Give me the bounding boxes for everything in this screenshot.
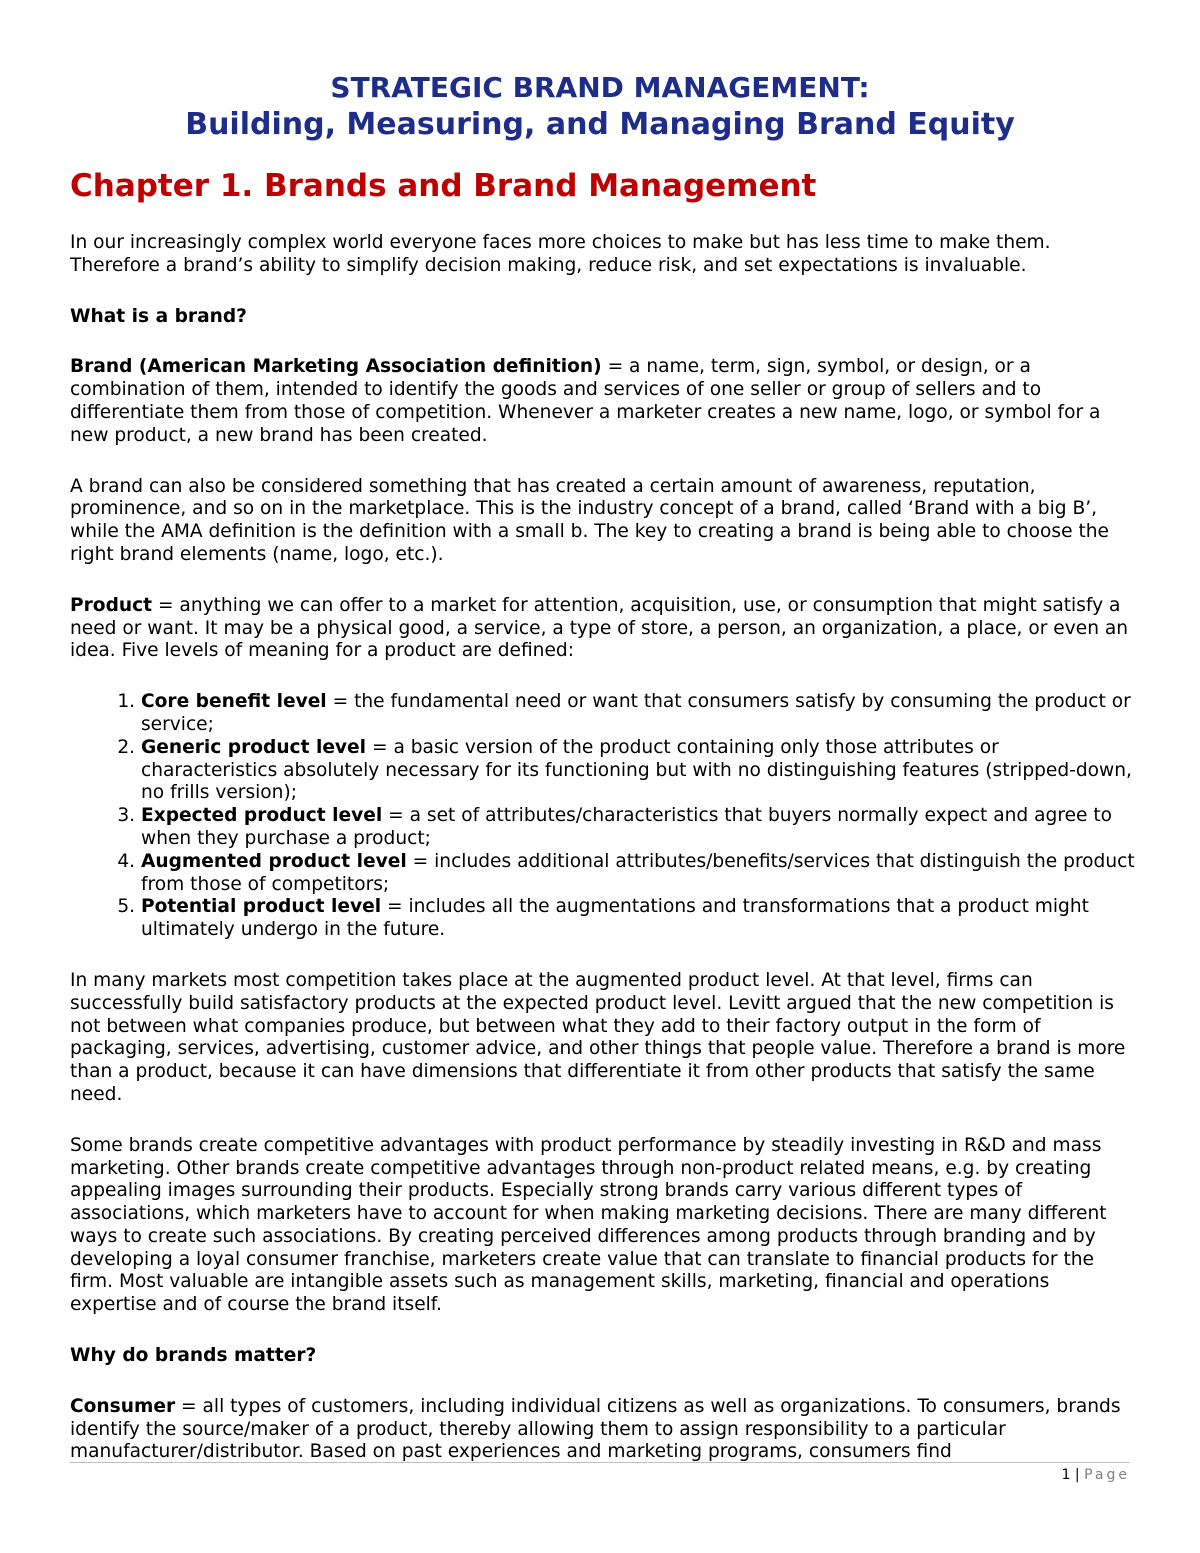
product-definition-paragraph	[70, 595, 1136, 663]
section-heading-why-brands-matter: Why do brands matter?	[70, 1345, 317, 1367]
competitive-advantages-paragraph: Some brands create competitive advantages with product performance by steadily investing in R&D and mass marketing. Other brands create competitive advantages through non-product related means, e.g. by creating appealing images surrounding their products. Especially strong brands carry various different types of associations, which marketers have to account for when making marketing decisions. There are many different ways to create such associations. By creating perceived differences among products through branding and by developing a loyal consumer franchise, marketers create value that can translate to financial products for the firm. Most valuable are intangible assets such as management skills, marketing, financial and operations expertise and of course the brand itself.	[70, 1134, 1107, 1316]
list-item	[141, 737, 1136, 805]
brand-definition-paragraph	[70, 356, 1136, 447]
level-text: = includes all the augmentations and transformations that a product might ultimately undergo in the future.	[141, 896, 1089, 941]
brand-big-b-paragraph: A brand can also be considered something that has created a certain amount of awareness, reputation, prominence, and so on in the marketplace. This is the industry concept of a brand, called ‘Brand with a big B’, while the AMA definition is the definition with a small b. The key to creating a brand is being able to choose the right brand elements (name, logo, etc.).	[70, 475, 1109, 565]
document-body	[70, 232, 1136, 1492]
page-label: Page	[1084, 1467, 1130, 1483]
product-levels-list	[70, 691, 1136, 942]
consumer-text: = all types of customers, including individual citizens as well as organizations. To consumers, brands identify the source/maker of a product, thereby allowing them to assign responsibility to a particular manufacturer/distributor. Based on past experiences and marketing programs, consumers find	[70, 1395, 1121, 1463]
consumer-paragraph	[70, 1396, 1136, 1464]
consumer-term: Consumer	[70, 1395, 176, 1417]
level-text: = includes additional attributes/benefits/services that distinguish the product from those of competitors;	[141, 850, 1135, 895]
list-item	[141, 896, 1136, 942]
product-term: Product	[70, 594, 153, 616]
level-term: Potential product level	[141, 896, 382, 918]
list-item	[141, 805, 1136, 851]
level-term: Core benefit level	[141, 691, 327, 713]
level-term: Augmented product level	[141, 850, 407, 872]
document-title: STRATEGIC BRAND MANAGEMENT:	[330, 71, 870, 104]
page-footer	[1062, 1466, 1130, 1484]
section-heading-what-is-brand: What is a brand?	[70, 305, 247, 327]
footer-divider	[70, 1462, 1130, 1463]
list-item	[141, 691, 1136, 737]
brand-definition-text: = a name, term, sign, symbol, or design, or a combination of them, intended to identify the goods and services of one seller or group of sellers and to differentiate them from those of competition. Whenever a marketer creates a new name, logo, or symbol for a new product, a new brand has been created.	[70, 356, 1101, 446]
intro-paragraph: In our increasingly complex world everyone faces more choices to make but has less time to make them. Therefore a brand’s ability to simplify decision making, reduce risk, and set expectations is invaluable.	[70, 232, 1051, 276]
level-term: Expected product level	[141, 805, 383, 827]
level-text: = the fundamental need or want that consumers satisfy by consuming the product or service;	[141, 691, 1131, 735]
list-item	[141, 851, 1136, 897]
level-text: = a basic version of the product containing only those attributes or characteristics absolutely necessary for its functioning but with no distinguishing features (stripped-down, no frills version);	[141, 736, 1132, 804]
level-term: Generic product level	[141, 736, 367, 758]
brand-definition-term: Brand (American Marketing Association definition)	[70, 356, 602, 378]
level-text: = a set of attributes/characteristics that buyers normally expect and agree to when they purchase a product;	[141, 805, 1113, 849]
page-number: 1	[1061, 1467, 1071, 1483]
footer-separator: |	[1070, 1467, 1085, 1483]
chapter-heading: Chapter 1. Brands and Brand Management	[70, 168, 817, 204]
document-subtitle: Building, Measuring, and Managing Brand Equity	[185, 107, 1015, 142]
product-text: = anything we can offer to a market for attention, acquisition, use, or consumption that might satisfy a need or want. It may be a physical good, a service, a type of store, a person, an organization, a place, or even an idea. Five levels of meaning for a product are defined:	[70, 594, 1129, 662]
augmented-level-paragraph: In many markets most competition takes place at the augmented product level. At that level, firms can successfully build satisfactory products at the expected product level. Levitt argued that the new competition is not between what companies produce, but between what they add to their factory output in the form of packaging, services, advertising, customer advice, and other things that people value. Therefore a brand is more than a product, because it can have dimensions that differentiate it from other products that satisfy the same need.	[70, 969, 1126, 1105]
